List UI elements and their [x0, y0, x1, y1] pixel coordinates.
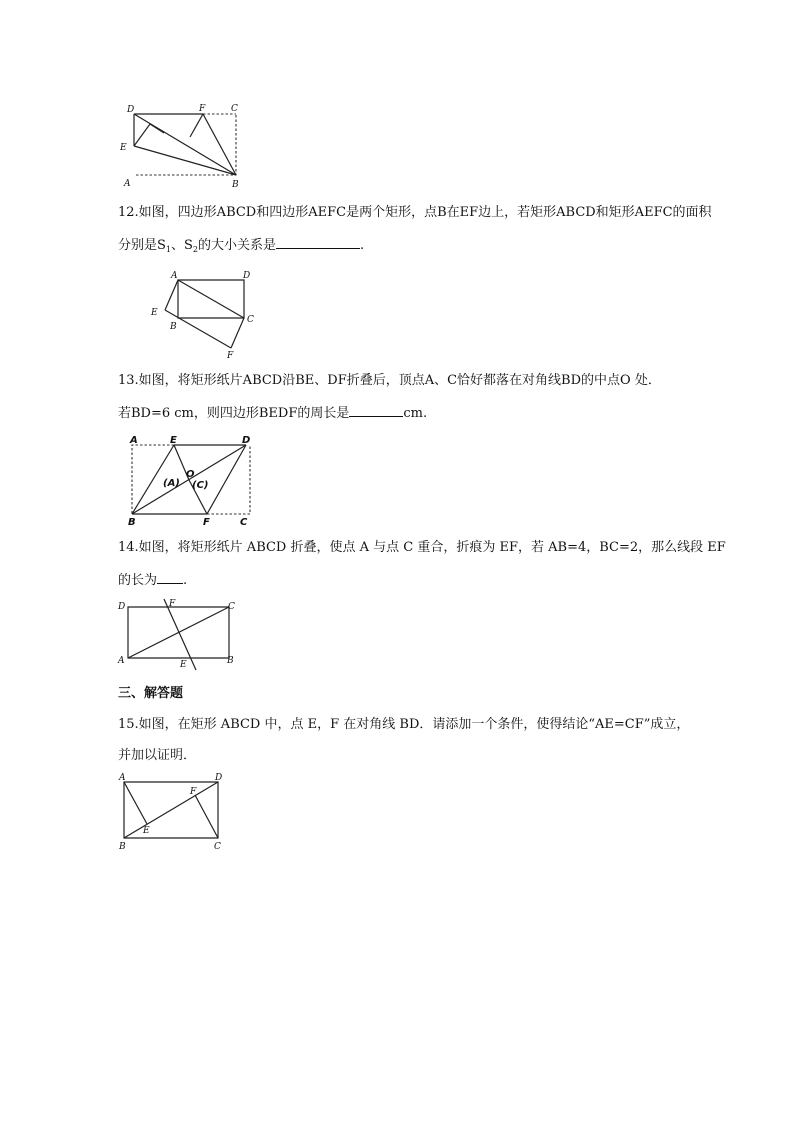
- answer-blank-14[interactable]: [157, 569, 183, 584]
- question-12-line-2: [118, 234, 364, 260]
- section-title: 三、解答题: [118, 686, 184, 701]
- label-E: E: [151, 308, 158, 318]
- figure-q13: [122, 432, 282, 532]
- label-E: E: [143, 826, 150, 836]
- question-13-line-2: [118, 402, 427, 424]
- figure-q11: [112, 100, 252, 192]
- label-F: F: [227, 351, 234, 361]
- label-B: B: [227, 656, 234, 666]
- label-D: D: [118, 602, 126, 612]
- label-A-folded: (A): [163, 478, 180, 489]
- label-E: E: [180, 660, 187, 670]
- label-A: A: [119, 773, 126, 783]
- label-D: D: [215, 773, 223, 783]
- figure-q14: [114, 597, 254, 675]
- subscript-2: 2: [192, 245, 198, 254]
- label-C-folded: (C): [192, 480, 209, 491]
- question-15-line-2: [118, 746, 196, 766]
- label-O: O: [186, 469, 195, 480]
- answer-blank-13[interactable]: [349, 402, 403, 417]
- label-A: A: [130, 435, 138, 446]
- label-B: B: [119, 842, 126, 852]
- label-F: F: [169, 599, 176, 609]
- question-14-end: .: [183, 573, 188, 588]
- label-A: A: [171, 271, 178, 281]
- answer-blank-12[interactable]: [276, 234, 360, 249]
- label-C: C: [240, 517, 248, 528]
- question-14-prefix: 的长为: [118, 573, 158, 588]
- label-F: F: [199, 104, 206, 114]
- subscript-1: 1: [165, 245, 171, 254]
- label-F: F: [203, 517, 210, 528]
- question-12-text: 12.如图，四边形ABCD和四边形AEFC是两个矩形，点B在EF边上，若矩形ABCD和矩形AEFC的面积: [118, 205, 712, 220]
- figure-q15: [116, 772, 236, 854]
- question-14-line-2: [118, 569, 187, 591]
- label-C: C: [247, 315, 254, 325]
- question-14-text: 14.如图，将矩形纸片 ABCD 折叠，使点 A 与点 C 重合，折痕为 EF，若 AB=4，BC=2，那么线段 EF: [118, 540, 726, 555]
- label-E: E: [120, 143, 127, 153]
- label-C: C: [228, 602, 235, 612]
- question-14-line-1: [118, 538, 726, 558]
- question-13-text: 13.如图，将矩形纸片ABCD沿BE、DF折叠后，顶点A、C恰好都落在对角线BD的中点O 处．: [118, 373, 661, 388]
- label-B: B: [128, 517, 136, 528]
- question-15-text: 15.如图，在矩形 ABCD 中，点 E，F 在对角线 BD．请添加一个条件，使得结论“AE=CF”成立，: [118, 717, 690, 732]
- label-F: F: [190, 787, 197, 797]
- label-B: B: [232, 180, 239, 190]
- label-C: C: [214, 842, 221, 852]
- label-D: D: [243, 271, 251, 281]
- label-D: D: [242, 435, 251, 446]
- question-15-line-1: [118, 715, 689, 735]
- question-12-sep: 、S: [171, 238, 193, 253]
- section-heading: [118, 684, 183, 704]
- label-A: A: [118, 656, 125, 666]
- label-A: A: [124, 179, 131, 189]
- label-C: C: [231, 104, 238, 114]
- question-12-suffix: 的大小关系是: [198, 238, 277, 253]
- label-E: E: [170, 435, 177, 446]
- question-12-end: .: [360, 238, 365, 253]
- question-13-line-1: [118, 371, 661, 391]
- label-B: B: [170, 322, 177, 332]
- question-12-line-1: [118, 203, 712, 223]
- figure-q12: [146, 268, 266, 360]
- question-13-prefix: 若BD=6 cm，则四边形BEDF的周长是: [118, 406, 350, 421]
- label-D: D: [127, 105, 135, 115]
- question-13-suffix: cm.: [403, 406, 428, 421]
- question-12-prefix: 分别是S: [118, 238, 166, 253]
- question-15-text-2: 并加以证明．: [118, 748, 197, 763]
